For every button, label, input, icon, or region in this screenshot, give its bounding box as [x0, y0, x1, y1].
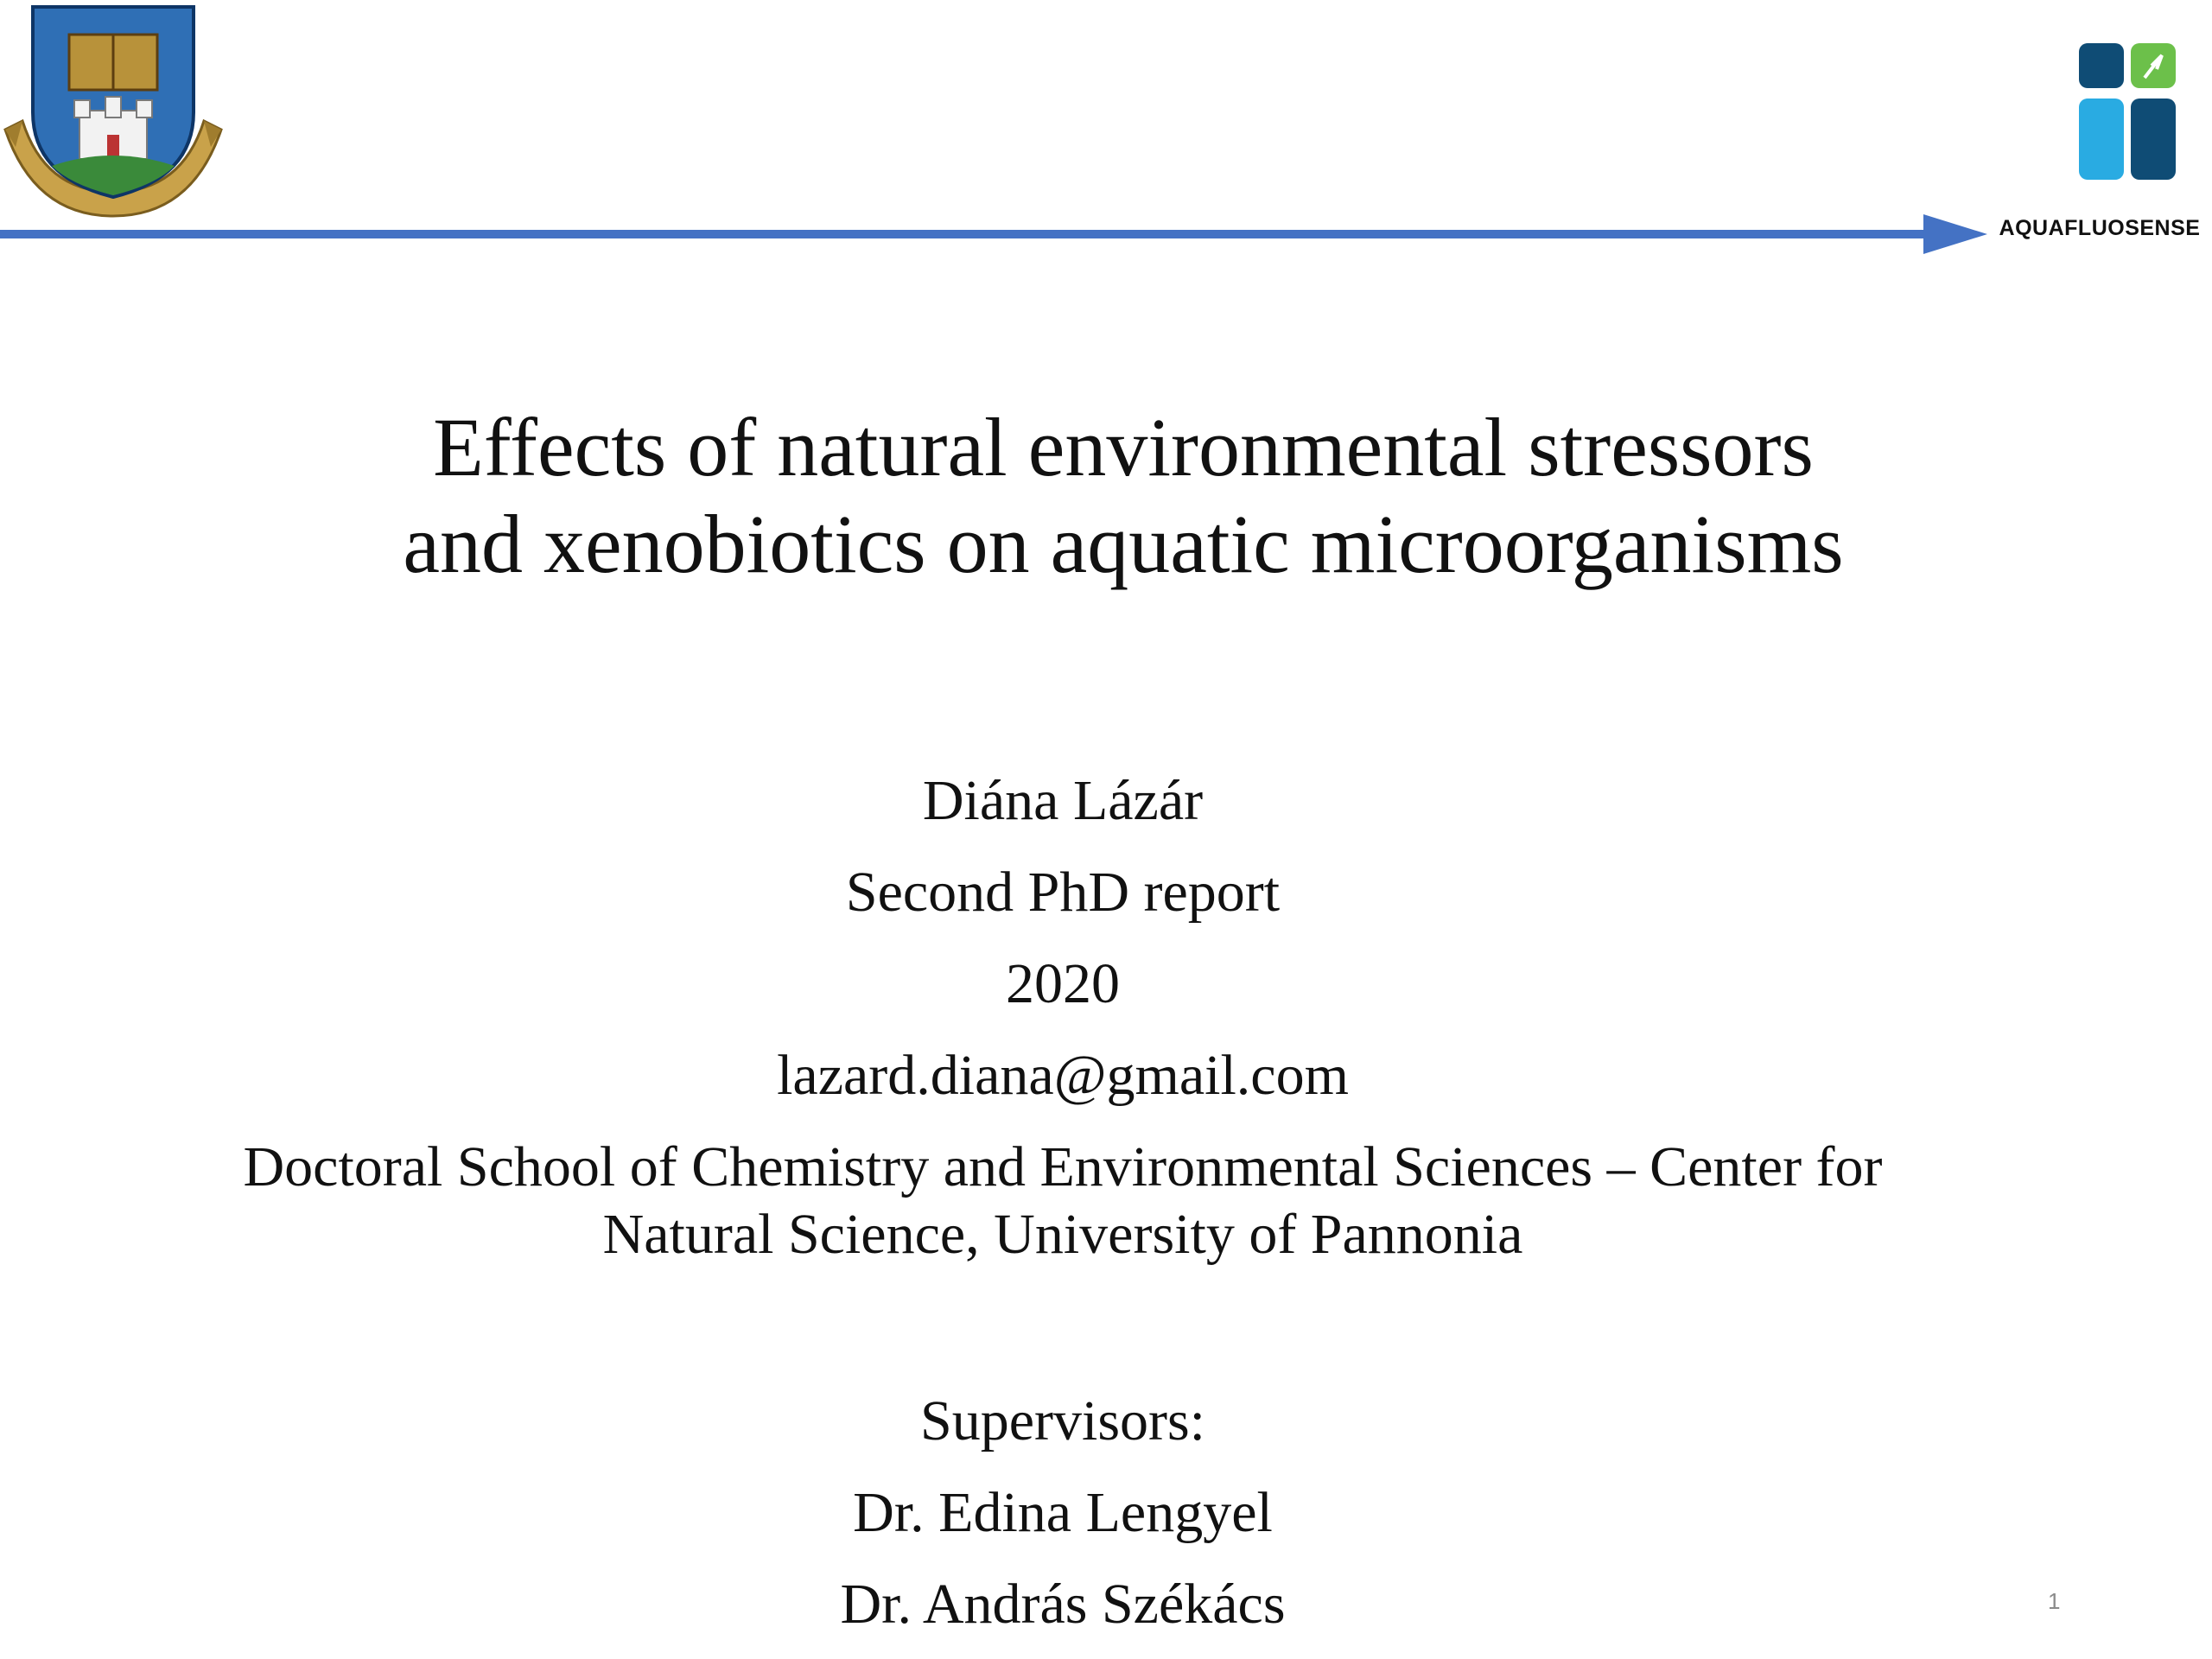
report-year: 2020: [1006, 952, 1120, 1015]
header-arrow: [0, 213, 1987, 256]
aquafluosense-label: AQUAFLUOSENSE: [1999, 216, 2201, 240]
school-line-1: Doctoral School of Chemistry and Environmental Sciences – Center for: [243, 1135, 1883, 1198]
school-line-2: Natural Science, University of Pannonia: [602, 1203, 1523, 1266]
title-line-2: and xenobiotics on aquatic microorganisms: [403, 498, 1844, 590]
slide-title: [173, 399, 2074, 593]
supervisors-label: Supervisors:: [920, 1389, 1205, 1452]
title-line-1: Effects of natural environmental stressors: [433, 401, 1814, 493]
aquafluosense-logo-icon: [2074, 43, 2177, 181]
report-type: Second PhD report: [845, 861, 1281, 924]
author-name: Diána Lázár: [922, 769, 1204, 832]
supervisor-name: Dr. András Székács: [840, 1573, 1286, 1636]
supervisor-name: Dr. Edina Lengyel: [853, 1481, 1273, 1544]
page-number: 1: [2048, 1588, 2061, 1614]
university-seal-icon: [0, 0, 226, 226]
author-email: lazard.diana@gmail.com: [777, 1044, 1349, 1107]
school-affiliation: [130, 1134, 1996, 1268]
